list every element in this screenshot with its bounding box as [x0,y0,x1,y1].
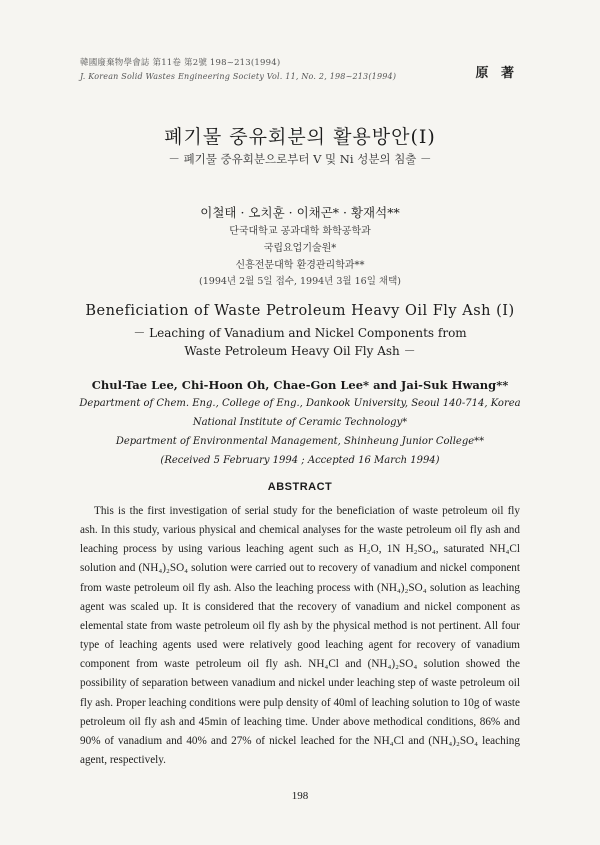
journal-name-english: J. Korean Solid Wastes Engineering Society Vol. 11, No. 2, 198~213(1994) [80,72,397,81]
korean-title: 폐기물 중유회분의 활용방안(I) [164,126,436,148]
english-affiliation-2: National Institute of Ceramic Technology* [192,417,408,428]
english-subtitle-line-1: － Leaching of Vanadium and Nickel Components from [133,326,467,340]
english-authors: Chul-Tae Lee, Chi-Hoon Oh, Chae-Gon Lee* and Jai-Suk Hwang** [91,378,509,392]
english-title: Beneficiation of Waste Petroleum Heavy Oil Fly Ash (I) [85,303,515,319]
section-tag: 原 著 [475,66,518,81]
korean-affiliation-3: 신흥전문대학 환경관리학과** [235,260,365,271]
korean-received-date: (1994년 2월 5일 접수, 1994년 3월 16일 채택) [199,276,401,287]
page-number: 198 [291,790,309,802]
english-received-date: (Received 5 February 1994 ; Accepted 16 March 1994) [160,455,440,466]
abstract-body: This is the first investigation of serial study for the beneficiation of waste petroleum oil fly ash. In this study, various physical and chemical analyses for the waste petroleum oil fly ash and leaching process by using various leaching agent such as H₂O, 1N H₂SO₄, saturated NH₄Cl solution and (NH₄)₂SO₄ solution were carried out to recovery of vanadium and nickel component from waste petroleum oil fly ash. Also the leaching process with (NH₄)₂SO₄ solution as leaching agent was scaled up. It is considered that the recovery of vanadium and nickel component as elemental state from waste petroleum oil fly ash by the physical method is not pertinent. All four type of leaching agents used were relatively good leaching agent for recovery of vanadium component from waste petroleum oil fly ash. NH₄Cl and (NH₄)₂SO₄ solution showed the possibility of separation between vanadium and nickel under leaching step of waste petroleum oil fly ash. Proper leaching conditions were pulp density of 40ml of leaching solution to 10g of waste petroleum oil fly ash and 45min of leaching time. Under above methodical conditions, 86% and 90% of vanadium and 40% and 27% of nickel leached for the NH₄Cl and (NH₄)₂SO₄ leaching agent, respectively. [80,505,520,767]
korean-subtitle: － 폐기물 중유회분으로부터 V 및 Ni 성분의 침출 － [168,152,432,166]
english-subtitle-line-2: Waste Petroleum Heavy Oil Fly Ash － [184,344,416,358]
english-affiliation-1: Department of Chem. Eng., College of Eng., Dankook University, Seoul 140-714, Korea [79,398,521,409]
journal-name-korean: 韓國廢棄物學會誌 第11卷 第2號 198~213(1994) [80,58,281,68]
korean-authors: 이철태 · 오치훈 · 이채곤* · 황재석** [200,205,400,220]
english-affiliation-3: Department of Environmental Management, Shinheung Junior College** [115,436,485,447]
journal-header [80,56,396,84]
abstract-heading: ABSTRACT [267,481,333,493]
korean-affiliation-1: 단국대학교 공과대학 화학공학과 [229,226,371,237]
korean-affiliation-2: 국립요업기술원* [263,243,337,254]
